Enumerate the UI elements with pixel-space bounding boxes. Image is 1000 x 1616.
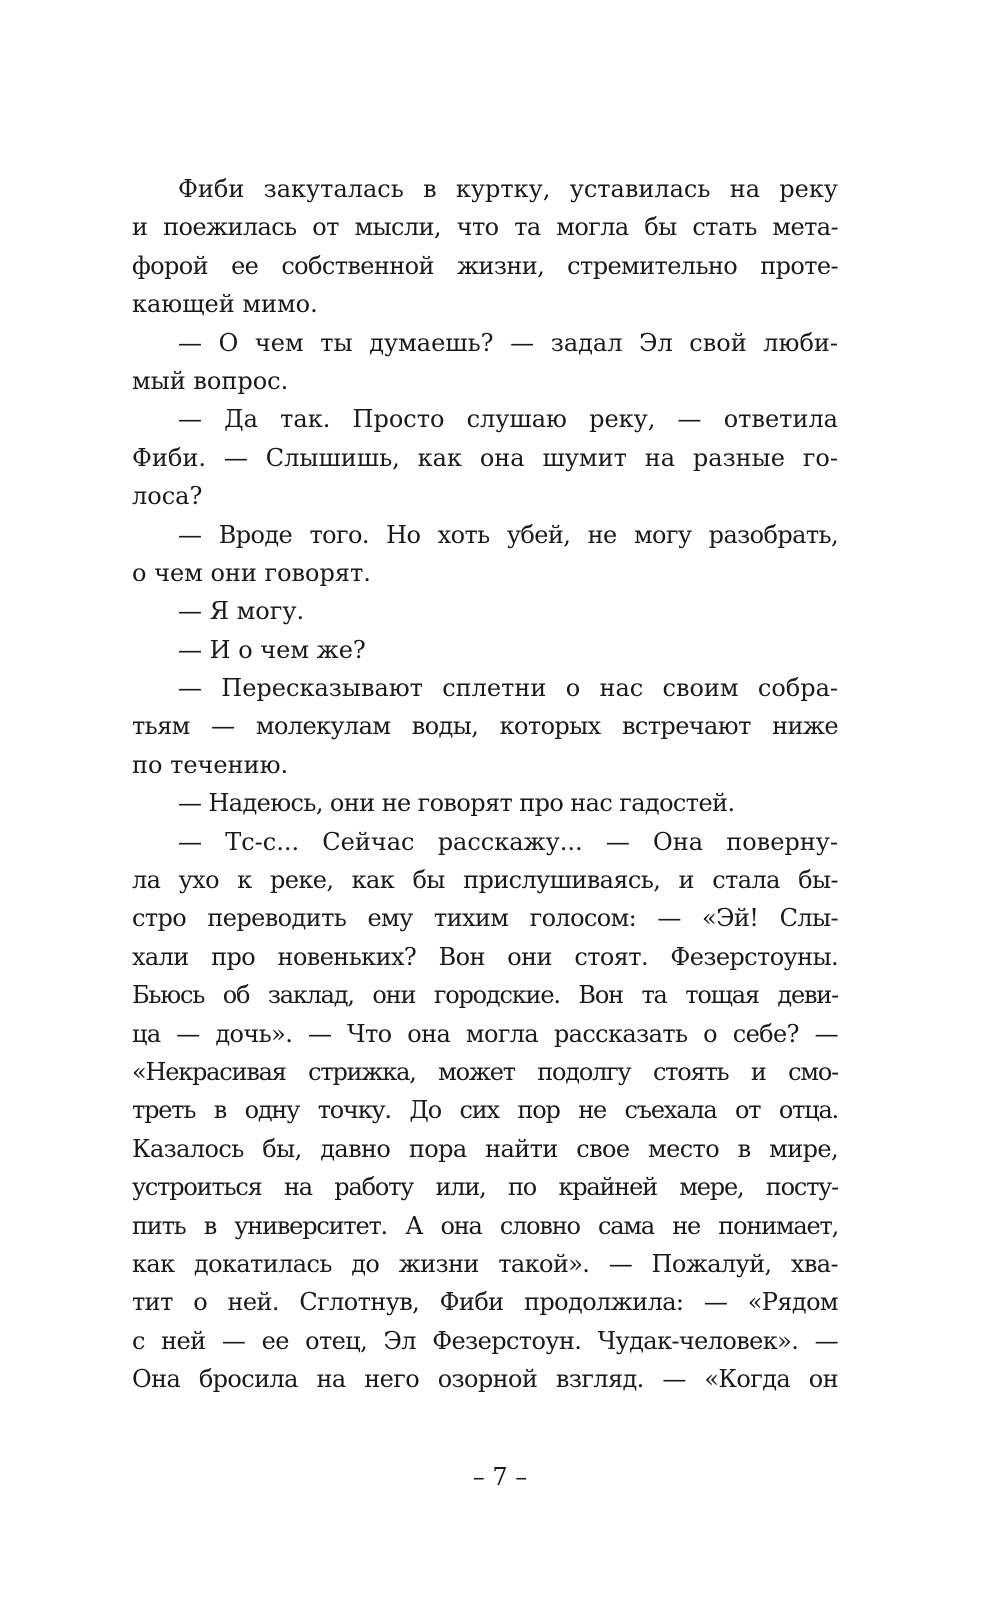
text-line: — И о чем же? bbox=[178, 635, 366, 664]
text-line: — Пересказывают сплетни о нас своим собра- bbox=[178, 674, 838, 703]
text-line: «Некрасивая стрижка, может подолгу стоять и смо- bbox=[132, 1057, 838, 1086]
text-line: по течению. bbox=[132, 750, 289, 779]
text-line: — Я могу. bbox=[178, 597, 305, 626]
text-line: лоса? bbox=[132, 482, 203, 511]
text-line: и поежилась от мысли, что та могла бы стать мета- bbox=[132, 213, 838, 242]
text-line: кающей мимо. bbox=[132, 290, 318, 319]
text-line: пить в университет. А она словно сама не понимает, bbox=[132, 1211, 838, 1240]
text-body bbox=[132, 170, 838, 1399]
text-line: — Тс-с... Сейчас расскажу... — Она поверну- bbox=[178, 827, 838, 856]
text-line: Фиби закуталась в куртку, уставилась на реку bbox=[178, 175, 838, 203]
text-line: с ней — ее отец, Эл Фезерстоун. Чудак-человек». — bbox=[132, 1326, 838, 1355]
text-line: хали про новеньких? Вон они стоят. Фезерстоуны. bbox=[132, 942, 838, 971]
text-line: — Надеюсь, они не говорят про нас гадостей. bbox=[178, 789, 735, 818]
text-line: ла ухо к реке, как бы прислушиваясь, и стала бы- bbox=[132, 866, 838, 895]
text-line: треть в одну точку. До сих пор не съехала от отца. bbox=[132, 1096, 838, 1125]
text-line: ца — дочь». — Что она могла рассказать о себе? — bbox=[132, 1019, 838, 1048]
text-line: форой ее собственной жизни, стремительно проте- bbox=[132, 251, 838, 280]
text-line: тьям — молекулам воды, которых встречают ниже bbox=[132, 712, 838, 741]
text-line: — О чем ты думаешь? — задал Эл свой люби- bbox=[178, 328, 838, 357]
text-line: — Вроде того. Но хоть убей, не могу разобрать, bbox=[178, 520, 838, 549]
page-number: – 7 – bbox=[472, 1463, 528, 1491]
text-line: тит о ней. Сглотнув, Фиби продолжила: — «Рядом bbox=[132, 1288, 838, 1317]
text-line: Казалось бы, давно пора найти свое место в мире, bbox=[132, 1134, 838, 1163]
text-line: как докатилась до жизни такой». — Пожалуй, хва- bbox=[132, 1249, 838, 1278]
text-line: — Да так. Просто слушаю реку, — ответила bbox=[178, 405, 838, 434]
text-line: устроиться на работу или, по крайней мере, посту- bbox=[132, 1173, 838, 1202]
text-line: стро переводить ему тихим голосом: — «Эй! Слы- bbox=[132, 904, 838, 933]
text-line: о чем они говорят. bbox=[132, 558, 371, 587]
text-line: Она бросила на него озорной взгляд. — «Когда он bbox=[132, 1365, 838, 1394]
text-line: мый вопрос. bbox=[132, 366, 289, 395]
text-line: Бьюсь об заклад, они городские. Вон та тощая деви- bbox=[132, 981, 838, 1010]
text-line: Фиби. — Слышишь, как она шумит на разные го- bbox=[132, 443, 838, 472]
